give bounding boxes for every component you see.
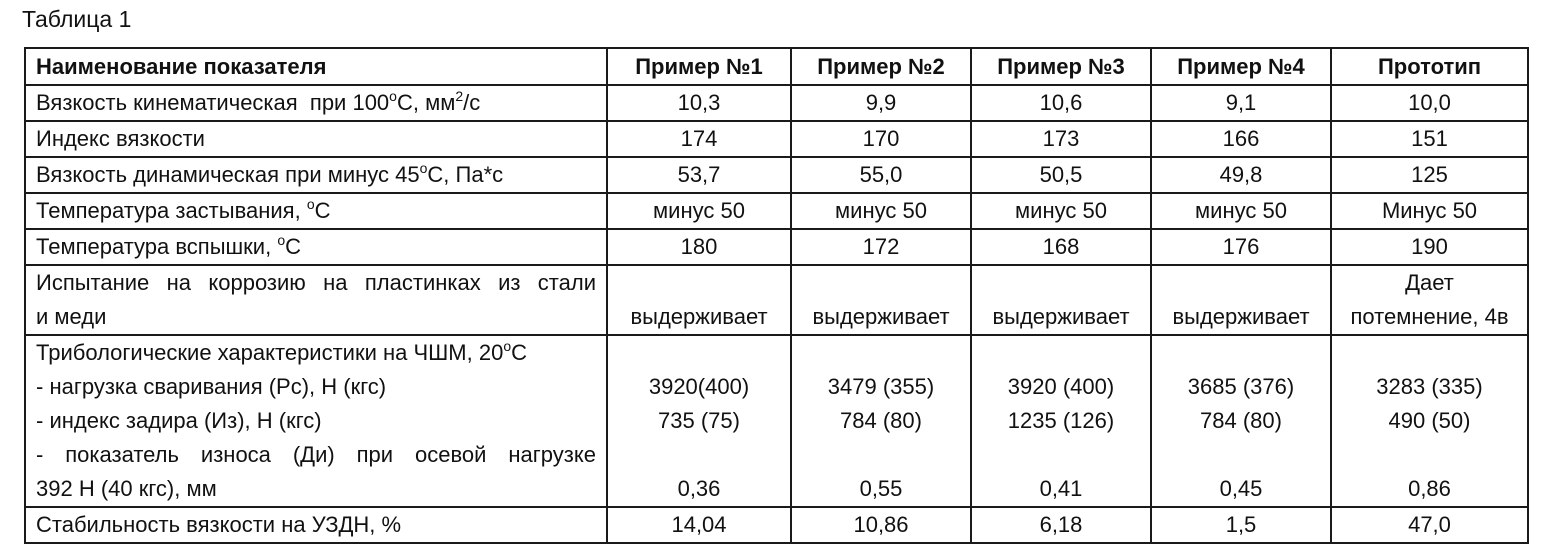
table-cell: 151 [1331,121,1528,157]
scuff-index-value: 784 (80) [840,408,922,433]
wear-index-value: 0,86 [1408,476,1451,501]
row-name-line: Трибологические характеристики на ЧШМ, $20^оС$ [36,338,528,365]
table-caption: Таблица 1 [22,6,132,32]
row-name-line: - нагрузка сваривания (Рс), Н (кгс) [36,374,387,399]
table-cell [791,335,971,507]
wear-index-value: 0,36 [677,476,721,501]
table-cell: 190 [1331,229,1528,265]
table-cell: 1,5 [1151,507,1331,543]
table-cell: 174 [607,121,791,157]
table-cell: 10,6 [971,85,1151,121]
table-cell: 10,86 [791,507,971,543]
row-name-pour-point: Температура застывания, $^о$С [25,193,607,229]
row-name-corrosion-test [25,265,607,335]
row-name-dynamic-viscosity: Вязкость динамическая при минус $45^оС$, Па*с [25,157,607,193]
table-cell: выдерживает [1151,265,1331,335]
weld-load-value: 3685 (376) [1187,374,1295,399]
table-cell: 173 [971,121,1151,157]
table-cell: 47,0 [1331,507,1528,543]
wear-index-value: 0,41 [1039,476,1083,501]
wear-index-value: 0,45 [1219,476,1263,501]
table-cell: минус 50 [1151,193,1331,229]
table-cell: выдерживает [607,265,791,335]
row-name-line: - показатель износа (Ди) при осевой нагрузке [36,442,596,467]
table-cell: Минус 50 [1331,193,1528,229]
table-cell: 6,18 [971,507,1151,543]
table-cell: выдерживает [971,265,1151,335]
table-cell: 49,8 [1151,157,1331,193]
weld-load-value: 3479 (355) [827,374,935,399]
table-row [25,507,1528,543]
table-row [25,121,1528,157]
scuff-index-value: 1235 (126) [1007,408,1115,433]
table-row [25,229,1528,265]
weld-load-value: 3920(400) [648,374,750,399]
table-row [25,85,1528,121]
table-cell: 10,3 [607,85,791,121]
row-name-line: - индекс задира (Из), Н (кгс) [36,408,322,433]
table-cell: 166 [1151,121,1331,157]
row-name-kinematic-viscosity: Вязкость кинематическая при $100^оС$, $мм^2/с$ [25,85,607,121]
table-cell: 10,0 [1331,85,1528,121]
scuff-index-value: 784 (80) [1200,408,1282,433]
table-header-row [25,48,1528,85]
table-cell: 168 [971,229,1151,265]
table-cell: 125 [1331,157,1528,193]
weld-load-value: 3283 (335) [1376,374,1483,399]
table-cell: 50,5 [971,157,1151,193]
header-example-4: Пример №4 [1151,48,1331,85]
table-cell [1151,335,1331,507]
table-row [25,335,1528,507]
row-name-line: Испытание на коррозию на пластинках из стали [36,270,596,295]
table-row [25,193,1528,229]
scuff-index-value: 490 (50) [1388,408,1471,433]
weld-load-value: 3920 (400) [1007,374,1115,399]
table-cell [971,335,1151,507]
cell-line: потемнение, 4в [1350,304,1509,329]
table-cell: 180 [607,229,791,265]
table-cell [1331,335,1528,507]
table-cell: 170 [791,121,971,157]
header-example-1: Пример №1 [607,48,791,85]
row-name-line: и меди [36,304,107,329]
data-table [24,47,1529,544]
table-row [25,157,1528,193]
row-name-viscosity-index: Индекс вязкости [25,121,607,157]
row-name-tribological [25,335,607,507]
row-name-flash-point: Температура вспышки, $^о$С [25,229,607,265]
header-indicator-name: Наименование показателя [25,48,607,85]
table-cell: выдерживает [791,265,971,335]
table-cell [607,335,791,507]
table-cell: минус 50 [971,193,1151,229]
table-row [25,265,1528,335]
row-name-viscosity-stability: Стабильность вязкости на УЗДН, % [25,507,607,543]
wear-index-value: 0,55 [859,476,903,501]
table-cell [1331,265,1528,335]
row-name-line: 392 Н (40 кгс), мм [36,476,217,501]
cell-line: Дает [1405,270,1454,295]
table-cell: 9,1 [1151,85,1331,121]
table-cell: минус 50 [607,193,791,229]
table-cell: 53,7 [607,157,791,193]
table-cell: минус 50 [791,193,971,229]
table-cell: 14,04 [607,507,791,543]
header-example-3: Пример №3 [971,48,1151,85]
scuff-index-value: 735 (75) [658,408,740,433]
table-cell: 55,0 [791,157,971,193]
header-example-2: Пример №2 [791,48,971,85]
table-cell: 176 [1151,229,1331,265]
table-cell: 9,9 [791,85,971,121]
table-cell: 172 [791,229,971,265]
header-prototype: Прототип [1331,48,1528,85]
